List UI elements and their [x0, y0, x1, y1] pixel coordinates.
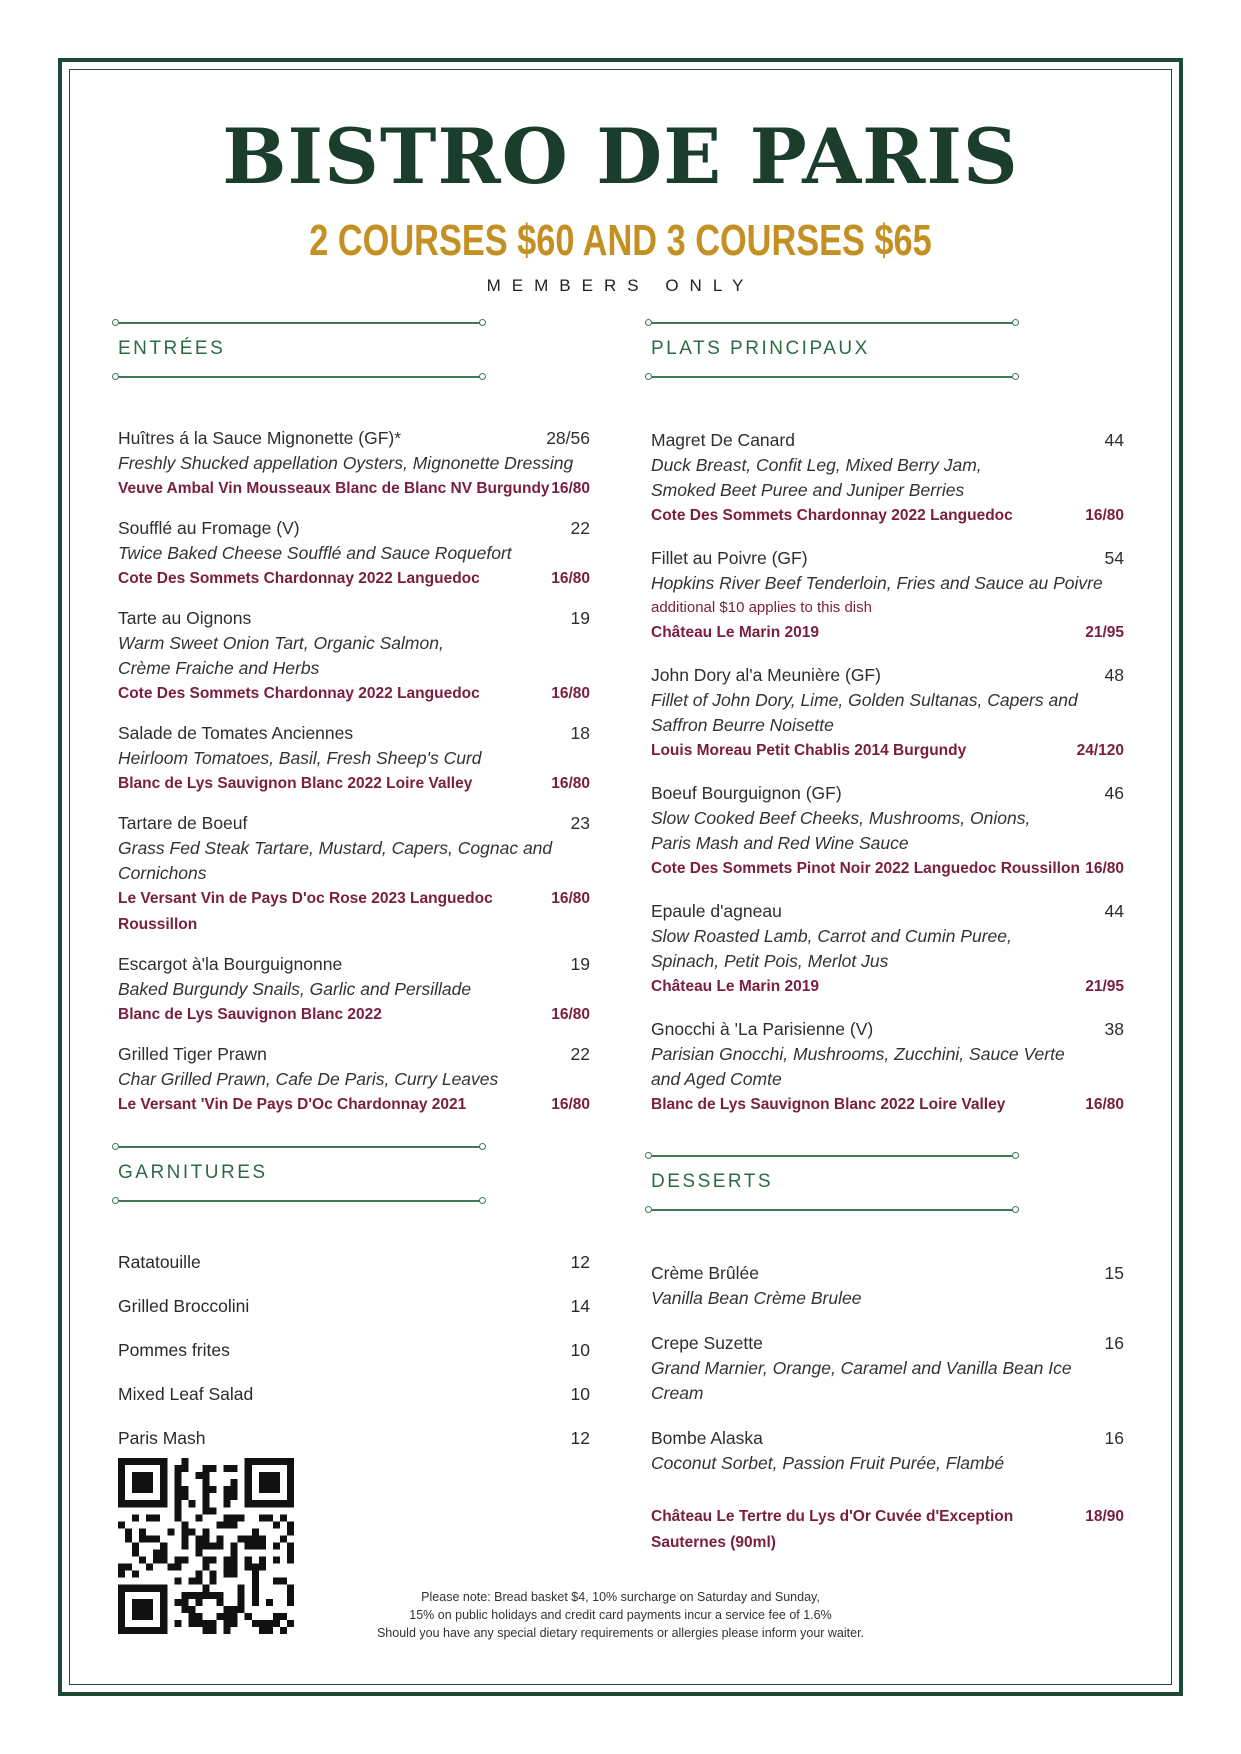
dish-description: Char Grilled Prawn, Cafe De Paris, Curry Leaves — [118, 1069, 499, 1089]
dish-price: 46 — [1104, 783, 1124, 803]
wine-pairing — [118, 1092, 590, 1118]
wine-name: Château Le Tertre du Lys d'Or Cuvée d'Exception Sauternes (90ml) — [651, 1508, 1014, 1551]
dish-price: 54 — [1104, 548, 1124, 568]
dish-price: 23 — [570, 813, 590, 833]
dish-name: Crepe Suzette — [651, 1333, 763, 1353]
dish-name: Grilled Tiger Prawn — [118, 1044, 267, 1064]
side-dish — [118, 1338, 590, 1363]
menu-item-line — [651, 899, 1124, 924]
dish-name: Escargot à'la Bourguignonne — [118, 954, 343, 974]
footer-line: 15% on public holidays and credit card payments incur a service fee of 1.6% — [409, 1608, 832, 1622]
menu-item — [118, 952, 590, 1028]
dish-name: John Dory al'a Meunière (GF) — [651, 665, 881, 685]
entrees-heading-block — [118, 322, 590, 400]
wine-pairing — [118, 566, 590, 592]
menu-item-line — [118, 606, 590, 631]
wine-price: 16/80 — [551, 1096, 590, 1113]
menu-item-line — [651, 663, 1124, 688]
dish-name: Epaule d'agneau — [651, 901, 782, 921]
dish-name: Crème Brûlée — [651, 1263, 759, 1283]
menu-item-line — [118, 1042, 590, 1067]
menu-item — [651, 546, 1124, 646]
dish-description: Crème Fraiche and Herbs — [118, 658, 320, 678]
wine-name: Le Versant 'Vin De Pays D'Oc Chardonnay 2021 — [118, 1096, 467, 1113]
dish-description: Parisian Gnocchi, Mushrooms, Zucchini, Sauce Verte — [651, 1044, 1065, 1064]
left-column — [118, 322, 590, 1470]
menu-item-line — [118, 721, 590, 746]
footer-line: Should you have any special dietary requirements or allergies please inform your waiter. — [376, 1626, 865, 1640]
wine-price: 16/80 — [1085, 860, 1124, 877]
side-price: 10 — [570, 1340, 590, 1360]
dish-price: 44 — [1104, 901, 1124, 921]
desserts-heading-block — [651, 1155, 1124, 1233]
wine-price: 16/80 — [551, 570, 590, 587]
dish-name: Gnocchi à 'La Parisienne (V) — [651, 1019, 874, 1039]
dish-name: Salade de Tomates Anciennes — [118, 723, 354, 743]
wine-pairing — [651, 503, 1124, 529]
ornament-rule — [651, 376, 1013, 378]
wine-name: Cote Des Sommets Chardonnay 2022 Languedoc — [651, 507, 1013, 524]
wine-price: 16/80 — [551, 1006, 590, 1023]
menu-item-line — [651, 546, 1124, 571]
menu-item — [118, 426, 590, 502]
menu-item — [651, 1426, 1124, 1476]
dish-name: Magret De Canard — [651, 430, 795, 450]
ornament-rule — [651, 322, 1013, 324]
ornament-rule — [118, 322, 480, 324]
side-name: Pommes frites — [118, 1340, 230, 1360]
plats-heading-block — [651, 322, 1124, 400]
menu-item — [651, 1331, 1124, 1406]
menu-item-line — [651, 781, 1124, 806]
wine-name: Cote Des Sommets Chardonnay 2022 Languedoc — [118, 685, 480, 702]
ornament-rule — [651, 1155, 1013, 1157]
side-dish — [118, 1382, 590, 1407]
wine-pairing — [118, 771, 590, 797]
dish-description: Saffron Beurre Noisette — [651, 715, 834, 735]
dish-description: and Aged Comte — [651, 1069, 782, 1089]
side-price: 14 — [570, 1296, 590, 1316]
dish-price: 22 — [570, 518, 590, 538]
dish-price: 44 — [1104, 430, 1124, 450]
side-name: Grilled Broccolini — [118, 1296, 250, 1316]
footer-line: Please note: Bread basket $4, 10% surcharge on Saturday and Sunday, — [421, 1590, 820, 1604]
ornament-rule — [651, 1209, 1013, 1211]
wine-price: 21/95 — [1085, 978, 1124, 995]
plats-list — [651, 428, 1124, 1118]
wine-price: 21/95 — [1085, 624, 1124, 641]
menu-item — [651, 781, 1124, 882]
right-column — [651, 322, 1124, 1556]
dish-price: 38 — [1104, 1019, 1124, 1039]
garnitures-heading: GARNITURES — [118, 1162, 268, 1183]
wine-price: 16/80 — [1085, 507, 1124, 524]
menu-item — [651, 899, 1124, 1000]
dish-price: 15 — [1104, 1263, 1124, 1283]
dish-name: Boeuf Bourguignon (GF) — [651, 783, 842, 803]
dish-price: 19 — [570, 954, 590, 974]
menu-item-line — [118, 516, 590, 541]
dish-description: Baked Burgundy Snails, Garlic and Persillade — [118, 979, 472, 999]
wine-name: Château Le Marin 2019 — [651, 978, 819, 995]
wine-pairing — [651, 856, 1124, 882]
ornament-rule — [118, 1200, 480, 1202]
wine-pairing — [118, 886, 590, 938]
menu-item — [118, 516, 590, 592]
entrees-heading: ENTRÉES — [118, 338, 226, 359]
dish-description: Cornichons — [118, 863, 207, 883]
menu-item — [651, 1261, 1124, 1311]
wine-pairing — [118, 1002, 590, 1028]
dish-name: Tarte au Oignons — [118, 608, 252, 628]
dish-description: Hopkins River Beef Tenderloin, Fries and Sauce au Poivre — [651, 573, 1103, 593]
side-name: Mixed Leaf Salad — [118, 1384, 254, 1404]
wine-pairing — [651, 1092, 1124, 1118]
side-name: Paris Mash — [118, 1428, 206, 1448]
dish-name: Soufflé au Fromage (V) — [118, 518, 300, 538]
menu-item-line — [651, 1017, 1124, 1042]
desserts-heading: DESSERTS — [651, 1171, 774, 1192]
dish-price: 16 — [1104, 1333, 1124, 1353]
wine-pairing — [118, 681, 590, 707]
wine-name: Blanc de Lys Sauvignon Blanc 2022 Loire Valley — [651, 1096, 1006, 1113]
entrees-list — [118, 426, 590, 1118]
menu-item-line — [651, 1426, 1124, 1451]
footer-notes — [0, 1588, 1241, 1642]
wine-pairing — [651, 738, 1124, 764]
dish-price: 28/56 — [546, 428, 590, 448]
wine-price: 18/90 — [1085, 1508, 1124, 1525]
menu-item — [118, 721, 590, 797]
side-name: Ratatouille — [118, 1252, 201, 1272]
dish-description: Heirloom Tomatoes, Basil, Fresh Sheep's Curd — [118, 748, 482, 768]
menu-item-line — [651, 1331, 1124, 1356]
dish-name: Huîtres á la Sauce Mignonette (GF)* — [118, 428, 402, 448]
wine-pairing — [651, 974, 1124, 1000]
dish-description: Vanilla Bean Crème Brulee — [651, 1288, 862, 1308]
menu-item — [651, 663, 1124, 764]
side-dish — [118, 1294, 590, 1319]
menu-item-line — [118, 952, 590, 977]
wine-name: Veuve Ambal Vin Mousseaux Blanc de Blanc NV Burgundy — [118, 480, 550, 497]
wine-pairing — [118, 476, 590, 502]
dish-price: 16 — [1104, 1428, 1124, 1448]
dish-description: Spinach, Petit Pois, Merlot Jus — [651, 951, 889, 971]
menu-item — [118, 811, 590, 938]
dish-description: Warm Sweet Onion Tart, Organic Salmon, — [118, 633, 444, 653]
menu-item-line — [651, 1261, 1124, 1286]
restaurant-title: BISTRO DE PARIS — [222, 112, 1019, 201]
menu-item-line — [651, 428, 1124, 453]
dish-price: 18 — [570, 723, 590, 743]
wine-price: 16/80 — [551, 890, 590, 907]
dish-description: Grand Marnier, Orange, Caramel and Vanilla Bean Ice Cream — [651, 1358, 1072, 1403]
menu-item-line — [118, 426, 590, 451]
menu-item-line — [118, 811, 590, 836]
garnitures-list — [118, 1250, 590, 1451]
members-only-label: MEMBERS ONLY — [486, 276, 755, 295]
wine-name: Cote Des Sommets Chardonnay 2022 Languedoc — [118, 570, 480, 587]
wine-name: Louis Moreau Petit Chablis 2014 Burgundy — [651, 742, 967, 759]
dish-description: Slow Cooked Beef Cheeks, Mushrooms, Onions, — [651, 808, 1031, 828]
dish-note: additional $10 applies to this dish — [651, 599, 872, 616]
dish-description: Twice Baked Cheese Soufflé and Sauce Roquefort — [118, 543, 512, 563]
dish-name: Tartare de Boeuf — [118, 813, 248, 833]
menu-item — [651, 1017, 1124, 1118]
menu-item — [118, 606, 590, 707]
wine-price: 16/80 — [551, 480, 590, 497]
ornament-rule — [118, 376, 480, 378]
dish-description: Paris Mash and Red Wine Sauce — [651, 833, 909, 853]
desserts-list — [651, 1261, 1124, 1476]
side-dish — [118, 1250, 590, 1275]
dish-price: 19 — [570, 608, 590, 628]
dish-description: Fillet of John Dory, Lime, Golden Sultanas, Capers and — [651, 690, 1078, 710]
plats-heading: PLATS PRINCIPAUX — [651, 338, 870, 359]
dish-description: Coconut Sorbet, Passion Fruit Purée, Flambé — [651, 1453, 1005, 1473]
dessert-wine-pairing — [651, 1504, 1124, 1556]
wine-name: Cote Des Sommets Pinot Noir 2022 Languedoc Roussillon — [651, 860, 1080, 877]
side-price: 10 — [570, 1384, 590, 1404]
wine-price: 24/120 — [1076, 742, 1124, 759]
wine-pairing — [651, 620, 1124, 646]
wine-name: Château Le Marin 2019 — [651, 624, 819, 641]
dish-description: Freshly Shucked appellation Oysters, Mignonette Dressing — [118, 453, 574, 473]
side-price: 12 — [570, 1252, 590, 1272]
wine-name: Le Versant Vin de Pays D'oc Rose 2023 Languedoc Roussillon — [118, 890, 493, 933]
menu-item — [118, 1042, 590, 1118]
wine-price: 16/80 — [551, 775, 590, 792]
price-subtitle: 2 COURSES $60 AND 3 COURSES $65 — [309, 216, 932, 265]
dish-description: Duck Breast, Confit Leg, Mixed Berry Jam, — [651, 455, 982, 475]
garnitures-heading-block — [118, 1146, 590, 1224]
menu-item — [651, 428, 1124, 529]
dish-price: 48 — [1104, 665, 1124, 685]
ornament-rule — [118, 1146, 480, 1148]
dish-description: Smoked Beet Puree and Juniper Berries — [651, 480, 965, 500]
wine-price: 16/80 — [1085, 1096, 1124, 1113]
wine-name: Blanc de Lys Sauvignon Blanc 2022 Loire Valley — [118, 775, 473, 792]
wine-price: 16/80 — [551, 685, 590, 702]
side-price: 12 — [570, 1428, 590, 1448]
dish-price: 22 — [570, 1044, 590, 1064]
dish-name: Bombe Alaska — [651, 1428, 763, 1448]
side-dish — [118, 1426, 590, 1451]
dish-name: Fillet au Poivre (GF) — [651, 548, 808, 568]
dish-description: Grass Fed Steak Tartare, Mustard, Capers, Cognac and — [118, 838, 553, 858]
dish-description: Slow Roasted Lamb, Carrot and Cumin Puree, — [651, 926, 1012, 946]
wine-name: Blanc de Lys Sauvignon Blanc 2022 — [118, 1006, 382, 1023]
